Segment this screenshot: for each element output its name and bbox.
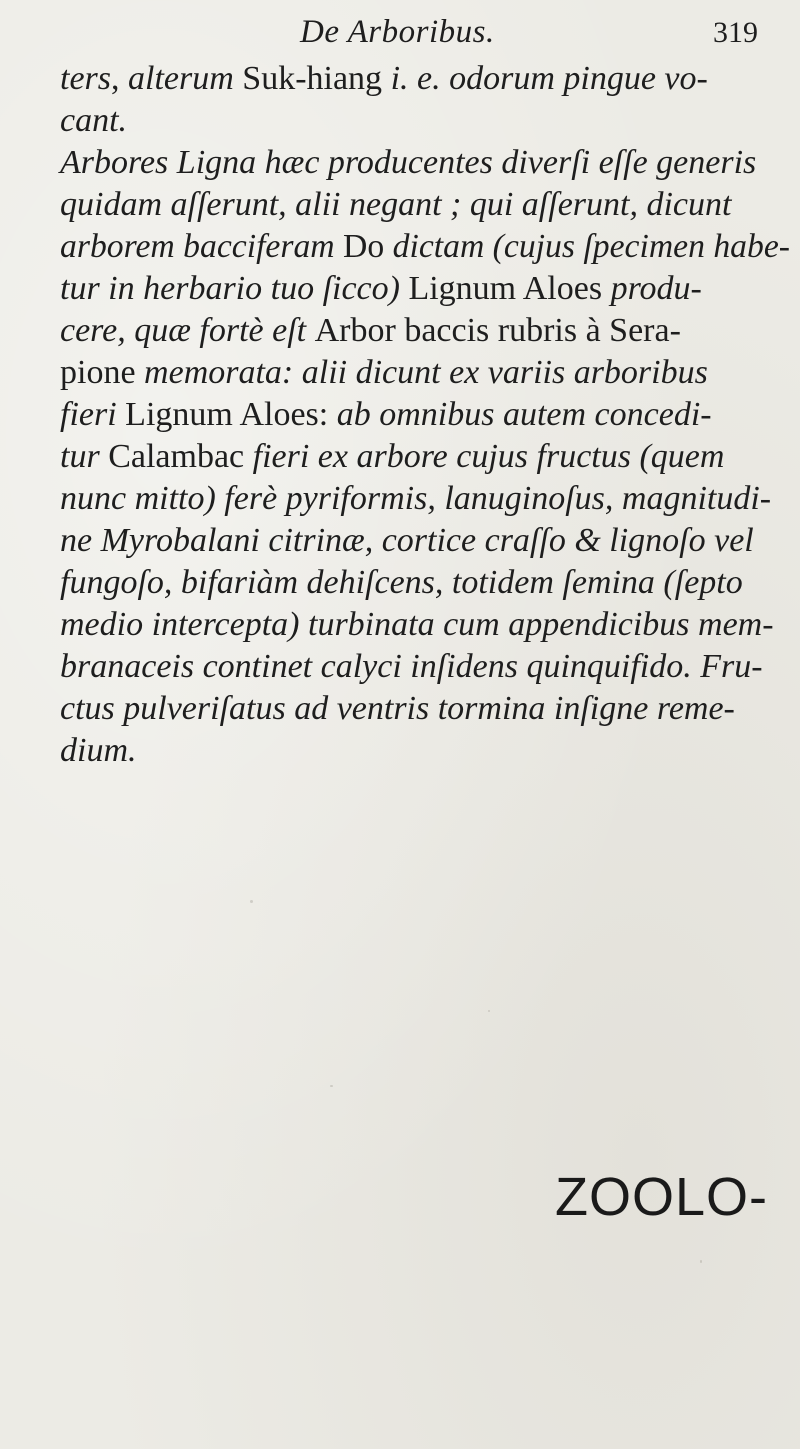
text-line <box>60 142 790 184</box>
text-segment: dium. <box>60 732 137 769</box>
text-segment: arborem bacciferam <box>60 228 344 265</box>
text-segment: ctus pulveriſatus ad ventris tormina inſigne reme- <box>60 690 735 727</box>
text-segment: alterum <box>128 60 243 97</box>
text-segment: Suk-hiang <box>242 60 391 97</box>
text-line <box>60 688 790 730</box>
text-line <box>60 562 790 604</box>
text-segment: ters <box>60 60 111 97</box>
paper-speck <box>330 1085 333 1087</box>
text-line <box>60 730 790 772</box>
running-head <box>0 14 800 54</box>
text-line <box>60 184 790 226</box>
text-segment: tur in herbario tuo ſicco) <box>60 270 409 307</box>
text-segment: cere, quæ fortè eſt <box>60 312 315 349</box>
text-line <box>60 478 790 520</box>
text-segment: Lignum Aloes: <box>125 396 337 433</box>
text-line <box>60 100 790 142</box>
text-segment: pione <box>60 354 145 391</box>
text-segment: , <box>111 60 128 97</box>
text-segment: cant. <box>60 102 128 139</box>
text-segment: branaceis continet calyci inſidens quinquifido. Fru- <box>60 648 763 685</box>
text-segment: Lignum Aloes <box>408 270 611 307</box>
text-segment: nunc mitto) ferè pyriformis, lanuginoſus, magnitudi- <box>60 480 772 517</box>
text-segment: dictam (cujus ſpecimen habe- <box>392 228 791 265</box>
text-line <box>60 394 790 436</box>
catchword: ZOOLO- <box>555 1167 769 1227</box>
text-segment: tur <box>60 438 109 475</box>
paper-speck <box>250 900 253 903</box>
text-segment: Arbor baccis rubris à Sera- <box>314 312 681 349</box>
text-segment: fieri ex arbore cujus fructus (quem <box>252 438 725 475</box>
text-line <box>60 520 790 562</box>
paper-speck <box>488 1010 490 1012</box>
text-segment: i. e. odorum pingue vo- <box>390 60 708 97</box>
text-line <box>60 310 790 352</box>
text-segment: produ- <box>610 270 702 307</box>
text-line <box>60 58 790 100</box>
text-line <box>60 436 790 478</box>
text-segment: Do <box>343 228 393 265</box>
text-segment: Calambac <box>108 438 253 475</box>
text-segment: memorata: alii dicunt ex variis arboribus <box>144 354 708 391</box>
text-line <box>60 352 790 394</box>
text-segment: Arbores Ligna hæc producentes diverſi eſſe generis <box>60 144 757 181</box>
text-segment: ab omnibus autem concedi- <box>336 396 712 433</box>
page-number: 319 <box>713 16 758 49</box>
paper-speck <box>700 1260 702 1263</box>
text-line <box>60 646 790 688</box>
body-text <box>60 58 790 772</box>
running-title: De Arboribus. <box>300 14 495 50</box>
text-line <box>60 268 790 310</box>
text-segment: medio intercepta) turbinata cum appendicibus mem- <box>60 606 774 643</box>
text-segment: ne Myrobalani citrinæ, cortice craſſo & lignoſo vel <box>60 522 754 559</box>
text-line <box>60 604 790 646</box>
text-segment: quidam aſſerunt, alii negant ; qui aſſerunt, dicunt <box>60 186 732 223</box>
text-segment: fungoſo, bifariàm dehiſcens, totidem ſemina (ſepto <box>60 564 743 601</box>
text-segment: fieri <box>60 396 126 433</box>
text-line <box>60 226 790 268</box>
